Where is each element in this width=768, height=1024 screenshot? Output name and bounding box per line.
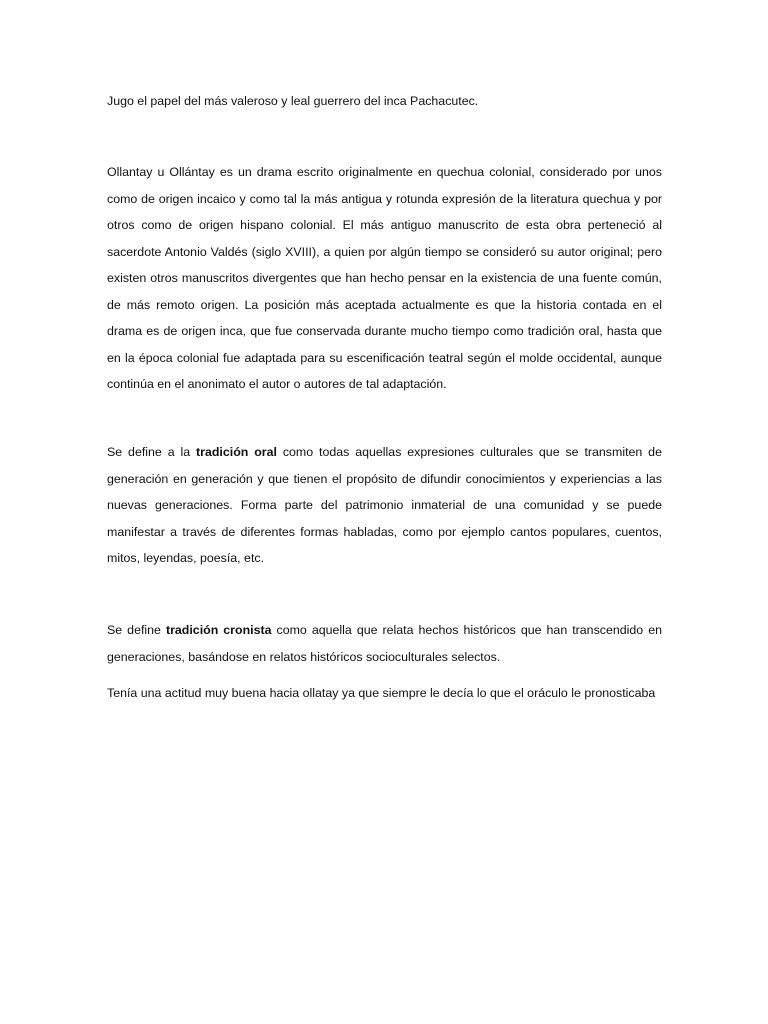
bold-term: tradición cronista xyxy=(165,623,272,637)
paragraph-intro: Jugo el papel del más valeroso y leal guerrero del inca Pachacutec. xyxy=(107,94,479,108)
bold-term: tradición oral xyxy=(196,445,277,459)
paragraph-ollantay: Ollantay u Ollántay es un drama escrito originalmente en quechua colonial, considerado por unos como de origen incaico y como tal la más antigua y rotunda expresión de la literatura quechua y por otros como de origen hispano colonial. El más antiguo manuscrito de esta obra perteneció al sacerdote Antonio Valdés (siglo XVIII), a quien por algún tiempo se consideró su autor original; pero existen otros manuscritos divergentes que han hecho pensar en la existencia de una fuente común, de más remoto origen. La posición más aceptada actualmente es que la historia contada en el drama es de origen inca, que fue conservada durante mucho tiempo como tradición oral, hasta que en la época colonial fue adaptada para su escenificación teatral según el molde occidental, aunque continúa en el anonimato el autor o autores de tal adaptación. xyxy=(107,165,662,391)
paragraph-tradicion-oral xyxy=(107,439,662,572)
text-segment: como aquella que relata hechos históricos que han transcendido en generaciones, basándose en relatos históricos socioculturales selectos. xyxy=(107,623,662,664)
text-segment: Se define a la xyxy=(107,445,197,459)
text-segment: como todas aquellas expresiones culturales que se transmiten de generación en generación y que tienen el propósito de difundir conocimientos y experiencias a las nuevas generaciones. Forma parte del patrimonio inmaterial de una comunidad y se puede manifestar a través de diferentes formas habladas, como por ejemplo cantos populares, cuentos, mitos, leyendas, poesía, etc. xyxy=(107,445,662,565)
text-segment: Se define xyxy=(107,623,166,637)
paragraph-actitud: Tenía una actitud muy buena hacia ollatay ya que siempre le decía lo que el oráculo le pronosticaba xyxy=(107,686,656,700)
paragraph-tradicion-cronista xyxy=(107,617,662,670)
